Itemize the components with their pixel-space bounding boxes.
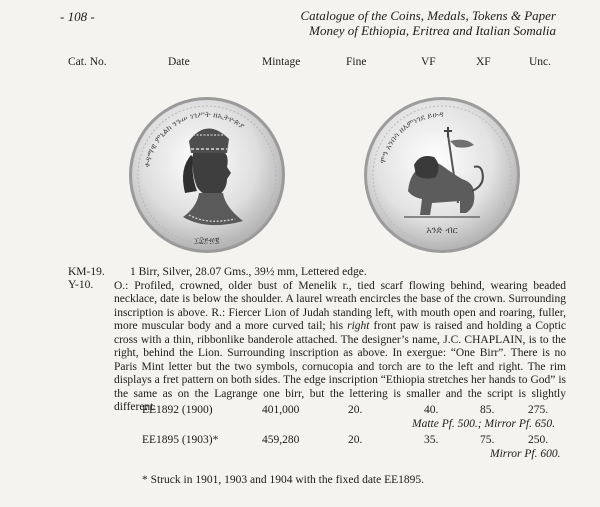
row-1-fine: 20. (348, 404, 363, 416)
description-body (114, 280, 566, 415)
row-2-fine: 20. (348, 434, 363, 446)
title-line-2: Money of Ethiopia, Eritrea and Italian Somalia (309, 23, 556, 38)
col-header-mintage: Mintage (262, 56, 301, 68)
reverse-inscription: ሞዓ አንበሳ ዘእምነገደ ይሁዳ (378, 109, 444, 165)
obverse-date: ፲፰፻፹፪ (194, 236, 220, 245)
row-1-unc: 275. (528, 404, 549, 416)
col-header-fine: Fine (346, 56, 367, 68)
obverse-inscription: ቀዳማዊ ምኒልክ ንጉሠ ነገሥት ዘኢትዮጵያ (142, 109, 247, 169)
description-heading: 1 Birr, Silver, 28.07 Gms., 39½ mm, Lettered edge. (130, 266, 367, 278)
description-italic-word: right (347, 320, 370, 332)
reverse-exergue: አንድ ብር (426, 226, 458, 236)
row-2-proof-note: Mirror Pf. 600. (490, 448, 561, 460)
row-1-vf: 40. (424, 404, 439, 416)
row-1-xf: 85. (480, 404, 495, 416)
row-2-unc: 250. (528, 434, 549, 446)
col-header-date: Date (168, 56, 190, 68)
row-2-xf: 75. (480, 434, 495, 446)
row-1-proof-note: Matte Pf. 500.; Mirror Pf. 650. (412, 418, 555, 430)
row-2-mintage: 459,280 (262, 434, 300, 446)
row-1-date: EE1892 (1900) (142, 404, 213, 416)
row-1-mintage: 401,000 (262, 404, 300, 416)
description-part-2: front paw is raised and holding a Coptic cross with a thin, ribbonlike banderole attached. The designer’s name, J.C. CHAPLAIN, is to the right, behind the Lion. Surrounding inscription as above. In exergue: “One Birr”. There is no Paris Mint letter but the two symbols, cornucopia and torch are to the left and right. The rim displays a fret pattern on both sides. The edge inscription “Ethiopia stretches her hands to God” is the same as on the Lagrange one birr, but the lettering is smaller and the script is slightly different. (114, 320, 567, 413)
page-number: - 108 - (60, 9, 95, 24)
row-2-date: EE1895 (1903)* (142, 434, 219, 446)
coin-obverse-image (127, 95, 287, 255)
col-header-vf: VF (421, 56, 436, 68)
col-header-cat-no: Cat. No. (68, 56, 107, 68)
col-header-xf: XF (476, 56, 491, 68)
col-header-unc: Unc. (529, 56, 552, 68)
km-number: KM-19. (68, 266, 105, 278)
footnote: * Struck in 1901, 1903 and 1904 with the fixed date EE1895. (142, 474, 425, 486)
coin-reverse-image (362, 95, 522, 255)
coin-description (114, 266, 566, 415)
y-number: Y-10. (68, 279, 94, 291)
title-line-1: Catalogue of the Coins, Medals, Tokens & Paper (300, 8, 556, 23)
row-2-vf: 35. (424, 434, 439, 446)
description-part-1: O.: Profiled, crowned, older bust of Menelik r., tied scarf flowing behind, wearing beaded necklace, date is below the shoulder. A laurel wreath encircles the base of the crown. Surrounding inscription is above. R.: Fiercer Lion of Judah standing left, with mouth open and roaring, fuller, more muscular body and a more curved tail; his (114, 279, 566, 332)
page-title (300, 8, 556, 38)
